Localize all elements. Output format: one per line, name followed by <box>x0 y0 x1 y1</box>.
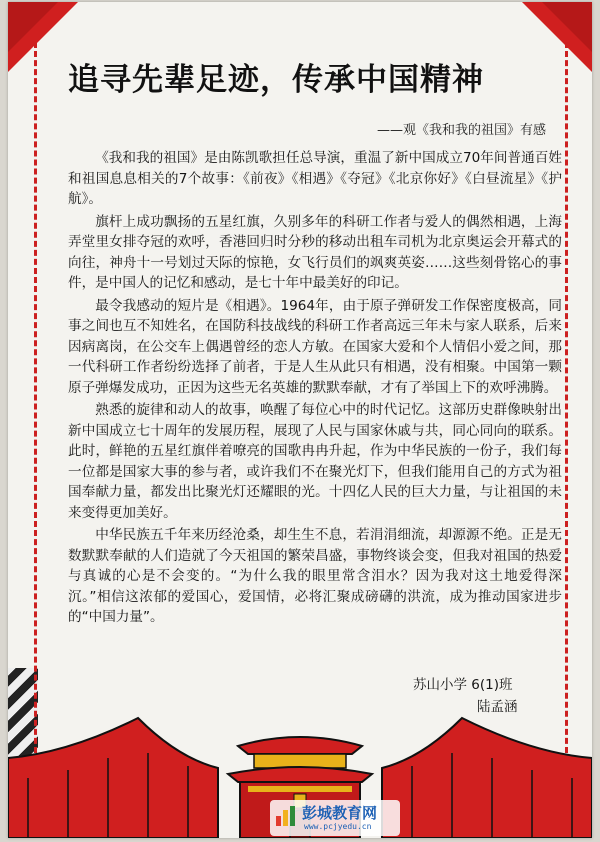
paragraph-4: 熟悉的旋律和动人的故事，唤醒了每位心中的时代记忆。这部历史群像映射出新中国成立七十周年的发展历程，展现了人民与国家休戚与共，同心同向的联系。此时，鲜艳的五星红旗伴着嘹亮的国歌冉冉升起，作为中华民族的一份子，我们每一位都是国家大事的参与者，或许我们不在聚光灯下，但我们能用自己的方式为祖国奉献力量，都发出比聚光灯还耀眼的光。十四亿人民的巨大力量，与让祖国的未来变得更加美好。 <box>68 402 562 521</box>
page-subtitle: ——观《我和我的祖国》有感 <box>376 123 546 138</box>
paragraph-2: 旗杆上成功飘扬的五星红旗，久别多年的科研工作者与爱人的偶然相遇，上海弄堂里女排夺冠的欢呼，香港回归时分秒的移动出租车司机为北京奥运会开幕式的向往，神舟十一号划过天际的惊艳，女飞行员们的飒爽英姿……这些刻骨铭心的事件，是中国人的记忆和感动，是七十年中最美好的印记。 <box>68 213 562 291</box>
watermark-url: www.pcjyedu.cn <box>304 822 372 831</box>
paper-sheet <box>8 2 592 838</box>
signature-school: 苏山小学 <box>413 677 467 693</box>
essay-body <box>68 148 562 630</box>
watermark-text: 彭城教育网 <box>302 804 378 822</box>
page-title: 追寻先辈足迹，传承中国精神 <box>68 62 484 98</box>
paragraph-5: 中华民族五千年来历经沧桑，却生生不息，若涓涓细流，却源源不绝。正是无数默默奉献的人们造就了今天祖国的繁荣昌盛，事物终谈会变，但我对祖国的热爱与真诚的心是不会变的。“为什么我的眼里常含泪水？因为我对这土地爱得深沉。”相信这浓郁的爱国心，爱国情，必将汇聚成磅礴的洪流，成为推动国家进步的“中国力量”。 <box>68 527 562 625</box>
signature-school-line <box>413 674 563 696</box>
signature-name: 陆孟涵 <box>477 699 518 715</box>
signature-class: 6(1)班 <box>471 677 513 693</box>
paragraph-3: 最令我感动的短片是《相遇》。1964年，由于原子弹研发工作保密度极高，同事之间也互不知姓名，在国防科技战线的科研工作者高远三年未与家人联系，后来因病离岗，在公交车上偶遇曾经的恋人方敏。在国家大爱和个人情侣小爱之间，那一代科研工作者纷纷选择了前者，于是人生从此只有相遇，没有相聚。中国第一颗原子弹爆发成功，正因为这些无名英雄的默默奉献，才有了举国上下的欢呼沸腾。 <box>68 297 562 396</box>
paragraph-1: 《我和我的祖国》是由陈凯歌担任总导演，重温了新中国成立70年间普通百姓和祖国息息相关的7个故事：《前夜》《相遇》《夺冠》《北京你好》《白昼流星》《护航》。 <box>68 150 562 207</box>
watermark-logo-icon <box>274 804 298 828</box>
watermark <box>270 800 400 836</box>
